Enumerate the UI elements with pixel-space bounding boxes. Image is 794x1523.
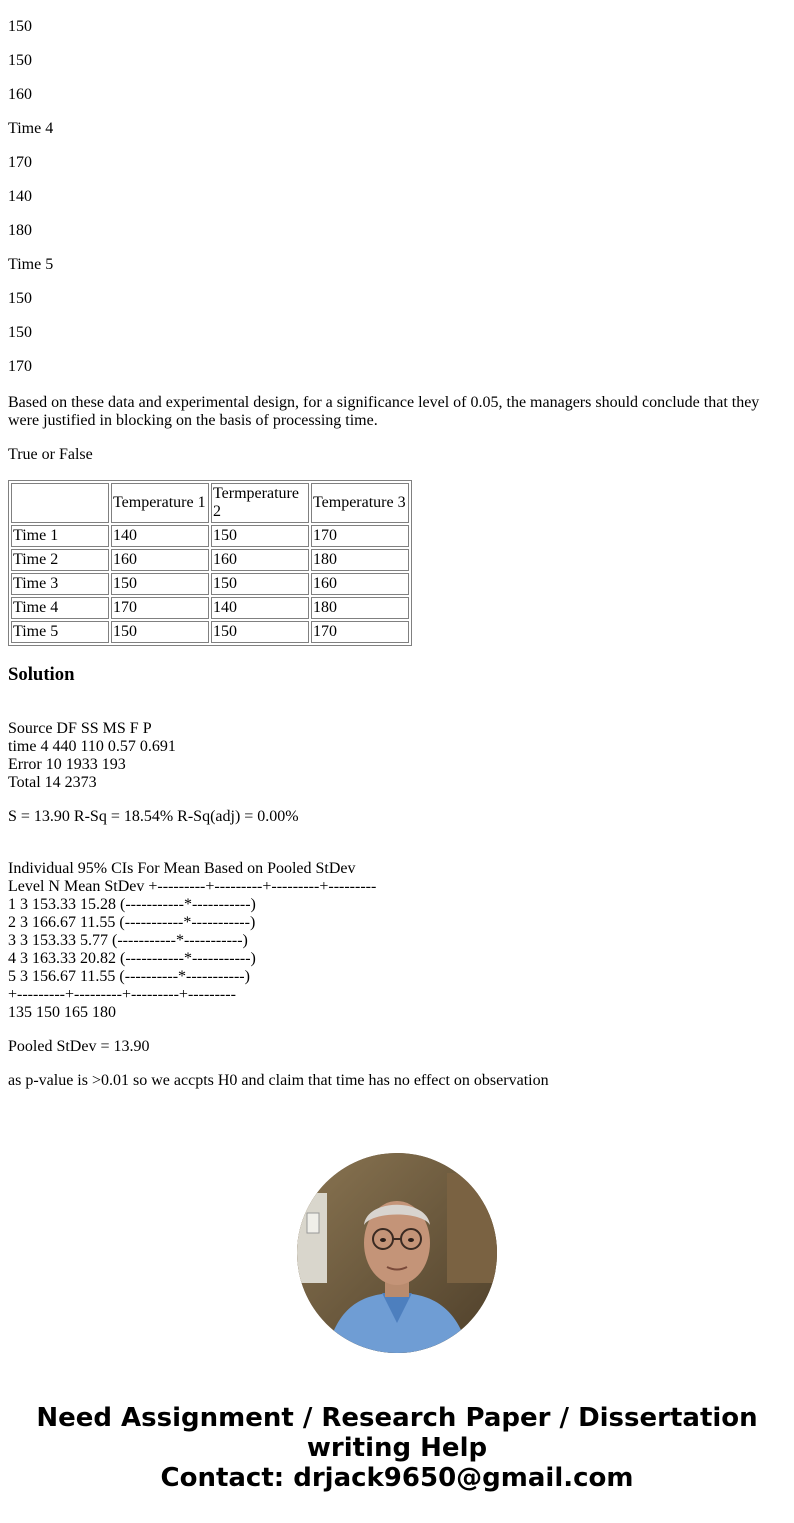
list-item: 160 bbox=[8, 86, 32, 103]
anova-line: Source DF SS MS F P bbox=[8, 720, 152, 737]
pooled-stdev: Pooled StDev = 13.90 bbox=[8, 1038, 150, 1055]
document bbox=[8, 0, 786, 1090]
table-row bbox=[11, 597, 409, 619]
table-header-row bbox=[11, 483, 409, 523]
table-cell: 160 bbox=[111, 549, 209, 571]
table-row bbox=[11, 573, 409, 595]
table-cell: Time 5 bbox=[11, 621, 109, 643]
ci-line: 5 3 156.67 11.55 (----------*-----------) bbox=[8, 968, 250, 985]
solution-heading: Solution bbox=[8, 664, 75, 685]
anova-line: time 4 440 110 0.57 0.691 bbox=[8, 738, 176, 755]
table-cell: 170 bbox=[311, 525, 409, 547]
table-cell: Time 1 bbox=[11, 525, 109, 547]
data-table bbox=[8, 480, 412, 646]
list-item: 150 bbox=[8, 290, 32, 307]
true-false-prompt: True or False bbox=[8, 446, 93, 463]
table-cell: 140 bbox=[111, 525, 209, 547]
ci-line: 2 3 166.67 11.55 (-----------*-----------) bbox=[8, 914, 256, 931]
list-item: Time 5 bbox=[8, 256, 54, 273]
table-cell: 170 bbox=[111, 597, 209, 619]
list-item: 170 bbox=[8, 358, 32, 375]
summary-stats: S = 13.90 R-Sq = 18.54% R-Sq(adj) = 0.00% bbox=[8, 808, 299, 825]
anova-line: Total 14 2373 bbox=[8, 774, 97, 791]
table-cell: 180 bbox=[311, 549, 409, 571]
ci-line: Level N Mean StDev +---------+---------+---------+--------- bbox=[8, 878, 377, 895]
table-cell: 180 bbox=[311, 597, 409, 619]
list-item: Time 4 bbox=[8, 120, 54, 137]
anova-table bbox=[8, 720, 786, 792]
ci-line: +---------+---------+---------+--------- bbox=[8, 986, 236, 1003]
table-cell: 170 bbox=[311, 621, 409, 643]
promo-banner bbox=[0, 1403, 794, 1493]
avatar bbox=[297, 1153, 497, 1353]
promo-contact: Contact: drjack9650@gmail.com bbox=[160, 1463, 634, 1493]
list-item: 140 bbox=[8, 188, 32, 205]
anova-line: Error 10 1933 193 bbox=[8, 756, 126, 773]
table-cell: Time 3 bbox=[11, 573, 109, 595]
table-cell: 150 bbox=[211, 621, 309, 643]
table-cell: Time 4 bbox=[11, 597, 109, 619]
list-item: 150 bbox=[8, 18, 32, 35]
list-item: 180 bbox=[8, 222, 32, 239]
list-item bbox=[8, 0, 786, 2]
ci-line: 4 3 163.33 20.82 (-----------*-----------) bbox=[8, 950, 256, 967]
table-row bbox=[11, 525, 409, 547]
list-item: 150 bbox=[8, 52, 32, 69]
ci-line: Individual 95% CIs For Mean Based on Pooled StDev bbox=[8, 860, 356, 877]
table-cell: 150 bbox=[111, 573, 209, 595]
table-row bbox=[11, 621, 409, 643]
ci-line: 3 3 153.33 5.77 (-----------*-----------) bbox=[8, 932, 248, 949]
table-cell: 150 bbox=[211, 525, 309, 547]
list-item: 170 bbox=[8, 154, 32, 171]
table-header-cell: Temperature 3 bbox=[311, 483, 409, 523]
list-item: 150 bbox=[8, 324, 32, 341]
author-photo bbox=[297, 1153, 497, 1353]
table-cell: 150 bbox=[111, 621, 209, 643]
table-header-cell: Termperature 2 bbox=[211, 483, 309, 523]
conclusion-text: as p-value is >0.01 so we accpts H0 and claim that time has no effect on observation bbox=[8, 1072, 549, 1089]
promo-line: writing Help bbox=[306, 1433, 488, 1463]
table-cell: 140 bbox=[211, 597, 309, 619]
question-text: Based on these data and experimental design, for a significance level of 0.05, the managers should conclude that they were justified in blocking on the basis of processing time. bbox=[8, 394, 760, 429]
table-cell: 160 bbox=[311, 573, 409, 595]
ci-line: 135 150 165 180 bbox=[8, 1004, 116, 1021]
promo-line: Need Assignment / Research Paper / Dissertation bbox=[36, 1403, 758, 1433]
table-row bbox=[11, 549, 409, 571]
table-header-cell: Temperature 1 bbox=[111, 483, 209, 523]
ci-line: 1 3 153.33 15.28 (-----------*-----------) bbox=[8, 896, 256, 913]
confidence-intervals bbox=[8, 860, 786, 1022]
table-cell: 150 bbox=[211, 573, 309, 595]
prior-data-list bbox=[8, 0, 786, 376]
portrait-illustration bbox=[297, 1153, 497, 1353]
table-cell: Time 2 bbox=[11, 549, 109, 571]
table-header-cell bbox=[11, 483, 109, 523]
table-cell: 160 bbox=[211, 549, 309, 571]
